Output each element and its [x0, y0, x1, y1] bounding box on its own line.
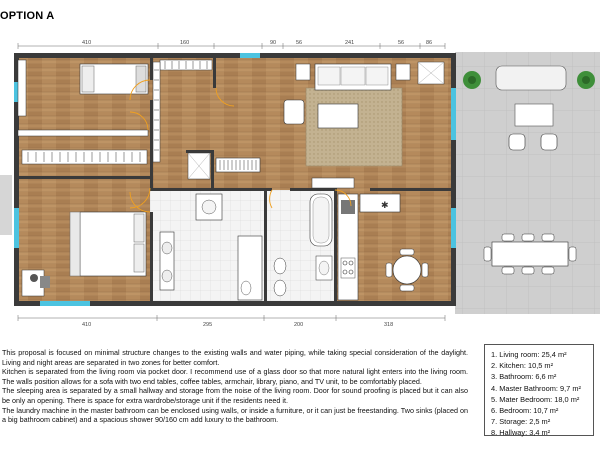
double-bed — [70, 212, 146, 276]
area-item: 3. Bathroom: 6,6 m² — [491, 372, 557, 382]
dim-bottom-4: 318 — [384, 322, 394, 328]
end-table — [296, 64, 310, 80]
dim-top-4: 56 — [296, 40, 303, 46]
dim-top-6: 56 — [398, 40, 405, 46]
dim-top-5: 241 — [345, 40, 355, 46]
end-table — [396, 64, 410, 80]
description-paragraph: Kitchen is separated from the living room via pocket door. I recommend use of a glass door so that more natural light enters into the living room. The walls position allows for a sofa with two end tables, coffee tables, armchair, library, piano, and TV unit, to be comfortably placed. — [2, 367, 468, 386]
area-item: 7. Storage: 2,5 m² — [491, 417, 551, 427]
description-text — [2, 348, 468, 425]
dim-bottom-3: 200 — [294, 322, 304, 328]
piano — [216, 158, 260, 172]
dim-bottom-1: 410 — [82, 322, 92, 328]
description-paragraph: The laundry machine in the master bathroom can be enclosed using walls, or inside a furniture, or it can just be freestanding. Two sinks (placed on a big bathroom cabinet) and a spacious shower 90/160 cm add luxury to the bathroom. — [2, 405, 468, 425]
library — [312, 178, 354, 188]
plan-title: OPTION A — [0, 10, 55, 22]
area-item: 2. Kitchen: 10,5 m² — [491, 361, 554, 371]
area-item: 6. Bedroom: 10,7 m² — [491, 406, 559, 416]
dim-top-7: 86 — [426, 40, 433, 46]
dim-top-3: 90 — [270, 40, 277, 46]
area-item: 5. Mater Bedroom: 18,0 m² — [491, 394, 580, 404]
sofa — [315, 64, 391, 90]
description-paragraph: The sleeping area is separated by a small hallway and storage from the noise of the living room. Door for sound proofing is placed but it can also be only an opening. There is space for extra wardrobe/storage unit if the residents need it. — [2, 386, 468, 405]
dimension-line-top — [18, 40, 445, 49]
area-item: 8. Hallway: 3,4 m² — [491, 428, 551, 438]
armchair — [284, 100, 304, 124]
dim-bottom-2: 295 — [203, 322, 213, 328]
svg-text:✱: ✱ — [381, 201, 389, 211]
description-paragraph: This proposal is focused on minimal structure changes to the existing walls and water piping, while taking special consideration of the daylight. Living and night areas are separated in two zones for better comfort. — [2, 348, 468, 367]
terrace — [455, 52, 600, 314]
side-balcony — [0, 175, 12, 235]
dim-top-2: 160 — [180, 40, 190, 46]
room-areas-list — [484, 344, 594, 436]
area-item: 4. Master Bathroom: 9,7 m² — [491, 383, 581, 393]
coffee-table — [318, 104, 358, 128]
dim-top-1: 410 — [82, 40, 92, 46]
dimension-line-bottom — [18, 315, 445, 328]
area-item: 1. Living room: 25,4 m² — [491, 350, 567, 359]
